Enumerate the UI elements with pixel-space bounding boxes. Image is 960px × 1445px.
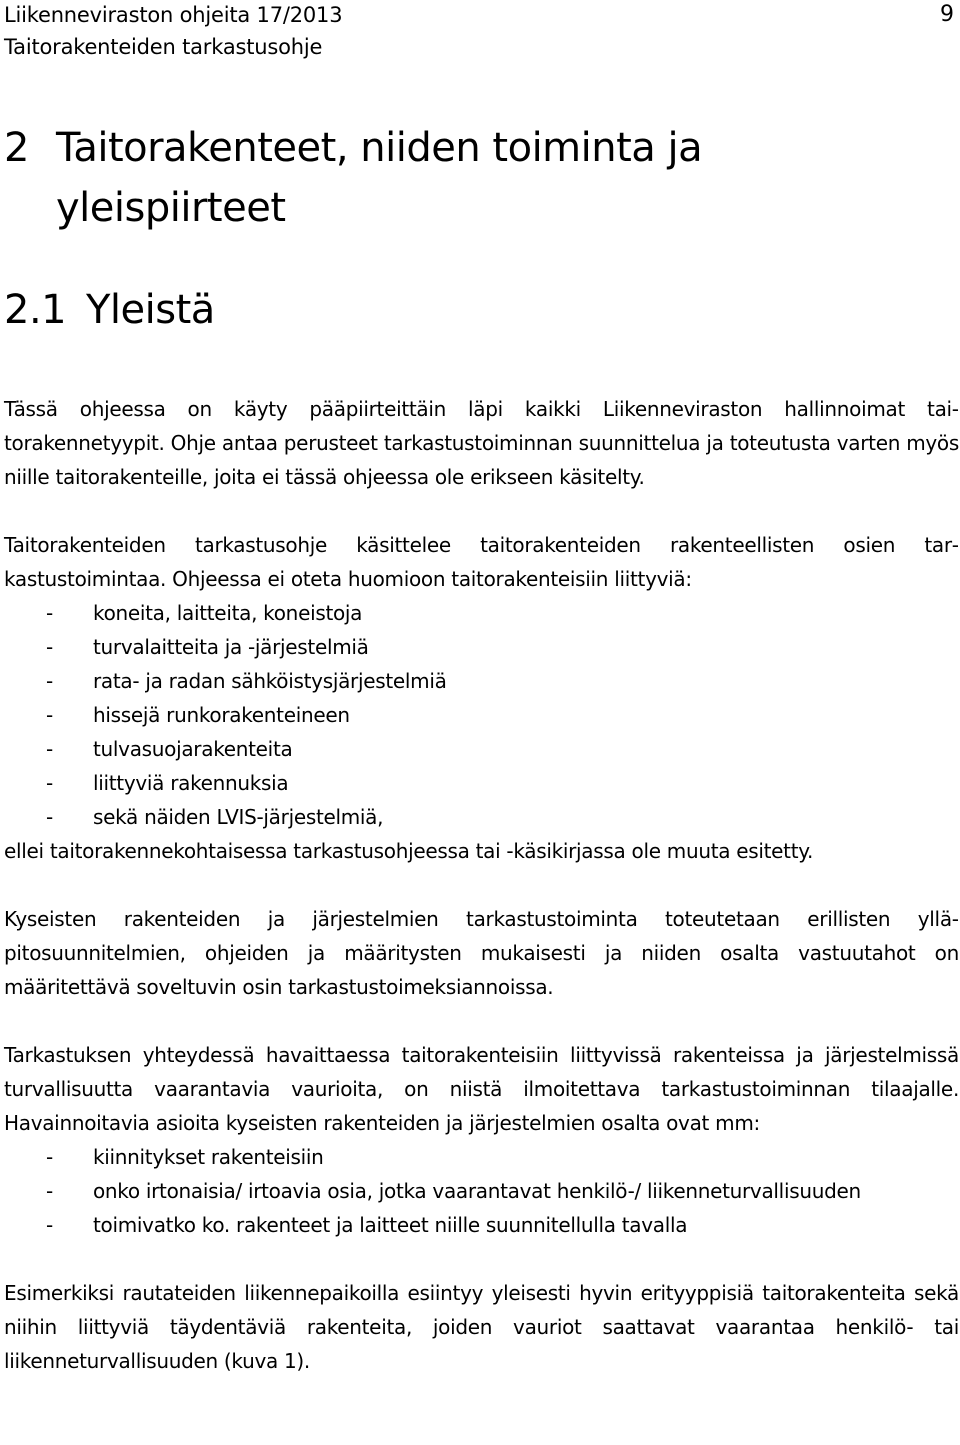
- document-title: Taitorakenteiden tarkastusohje: [4, 35, 323, 59]
- list-item: - hissejä runkorakenteineen: [4, 698, 959, 732]
- list-item: - sekä näiden LVIS-järjestelmiä,: [4, 800, 959, 834]
- section-number: 2.1: [4, 287, 67, 333]
- paragraph-1: Tässä ohjeessa on käyty pääpiirteittäin läpi kaikki Liikenneviraston hallinnoimat taitorakennetyypit. Ohje antaa perusteet tarkastustoiminnan suunnittelua ja toteutusta varten myös niille taitorakenteille, joita ei tässä ohjeessa ole erikseen käsitelty.: [4, 397, 959, 489]
- list-item: - turvalaitteita ja -järjestelmiä: [4, 630, 959, 664]
- paragraph-2-tail: ellei taitorakennekohtaisessa tarkastusohjeessa tai -käsikirjassa ole muuta esitetty.: [4, 839, 814, 863]
- list-item: - onko irtonaisia/ irtoavia osia, jotka vaarantavat henkilö-/ liikenneturvallisuuden: [4, 1174, 959, 1208]
- list-item: - liittyviä rakennuksia: [4, 766, 959, 800]
- list-item: - toimivatko ko. rakenteet ja laitteet niille suunnitellulla tavalla: [4, 1208, 959, 1242]
- publication-series: Liikenneviraston ohjeita 17/2013: [4, 3, 343, 27]
- list-item: - tulvasuojarakenteita: [4, 732, 959, 766]
- chapter-heading: [4, 118, 944, 238]
- page-header: [0, 0, 960, 70]
- observation-items-list: [4, 1140, 959, 1242]
- list-item: - koneita, laitteita, koneistoja: [4, 596, 959, 630]
- section-heading: [4, 280, 215, 340]
- chapter-title-line1: Taitorakenteet, niiden toiminta ja: [56, 125, 703, 171]
- body-text: [4, 392, 959, 1378]
- paragraph-2: Taitorakenteiden tarkastusohje käsittelee taitorakenteiden rakenteellisten osien tarkastustoimintaa. Ohjeessa ei oteta huomioon taitorakenteisiin liittyviä:: [4, 533, 959, 591]
- section-title: Yleistä: [86, 287, 215, 333]
- chapter-number: 2: [4, 125, 29, 171]
- paragraph-5: Esimerkiksi rautateiden liikennepaikoilla esiintyy yleisesti hyvin erityyppisiä taitorakenteita sekä niihin liittyviä täydentäviä rakenteita, joiden vauriot saattavat vaarantaa henkilö- tai liikenneturvallisuuden (kuva 1).: [4, 1281, 959, 1373]
- chapter-title-line2: yleispiirteet: [56, 185, 286, 231]
- paragraph-3: Kyseisten rakenteiden ja järjestelmien tarkastustoiminta toteutetaan erillisten ylläpitosuunnitelmien, ohjeiden ja määritysten mukaisesti ja niiden osalta vastuutahot on määritettävä soveltuvin osin tarkastustoimeksiannoissa.: [4, 907, 959, 999]
- paragraph-4: Tarkastuksen yhteydessä havaittaessa taitorakenteisiin liittyvissä rakenteissa ja järjestelmissä turvallisuutta vaarantavia vaurioita, on niistä ilmoitettava tarkastustoiminnan tilaajalle. Havainnoitavia asioita kyseisten rakenteiden ja järjestelmien osalta ovat mm:: [4, 1043, 959, 1135]
- excluded-items-list: [4, 596, 959, 834]
- page-number: 9: [940, 2, 954, 27]
- list-item: - kiinnitykset rakenteisiin: [4, 1140, 959, 1174]
- list-item: - rata- ja radan sähköistysjärjestelmiä: [4, 664, 959, 698]
